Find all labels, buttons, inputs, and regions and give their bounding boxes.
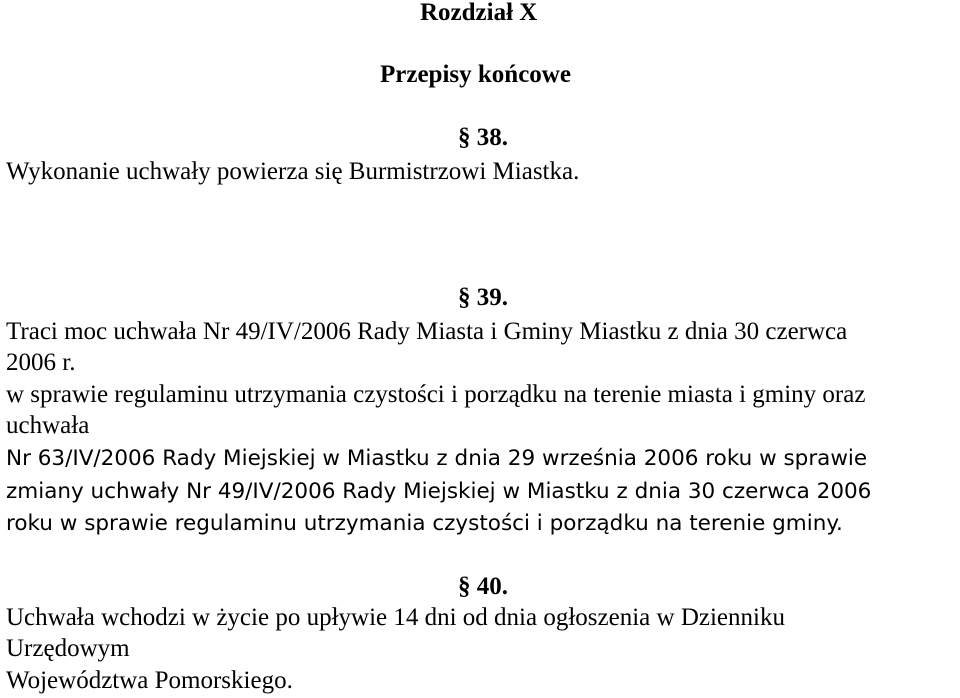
section-number-40: § 40. (458, 573, 508, 600)
section-40-line-2: Urzędowym (6, 635, 130, 662)
section-39-line-4: uchwała (6, 412, 90, 439)
section-39-line-2: 2006 r. (6, 349, 76, 376)
section-40-line-1: Uchwała wchodzi w życie po upływie 14 dni od dnia ogłoszenia w Dzienniku (6, 604, 785, 631)
section-39-line-7: roku w sprawie regulaminu utrzymania czystości i porządku na terenie gminy. (6, 511, 843, 536)
section-39-line-3: w sprawie regulaminu utrzymania czystości i porządku na terenie miasta i gminy oraz (6, 381, 866, 408)
chapter-title: Przepisy końcowe (380, 61, 571, 88)
section-39-line-1: Traci moc uchwała Nr 49/IV/2006 Rady Miasta i Gminy Miastku z dnia 30 czerwca (6, 318, 848, 345)
section-40-line-3: Województwa Pomorskiego. (6, 667, 293, 694)
section-38-text: Wykonanie uchwały powierza się Burmistrzowi Miastka. (6, 158, 580, 185)
section-number-38: § 38. (458, 124, 508, 151)
section-39-line-5: Nr 63/IV/2006 Rady Miejskiej w Miastku z dnia 29 września 2006 roku w sprawie (6, 446, 868, 471)
chapter-heading: Rozdział X (420, 0, 538, 26)
section-39-line-6: zmiany uchwały Nr 49/IV/2006 Rady Miejskiej w Miastku z dnia 30 czerwca 2006 (6, 479, 872, 504)
section-number-39: § 39. (458, 284, 508, 311)
